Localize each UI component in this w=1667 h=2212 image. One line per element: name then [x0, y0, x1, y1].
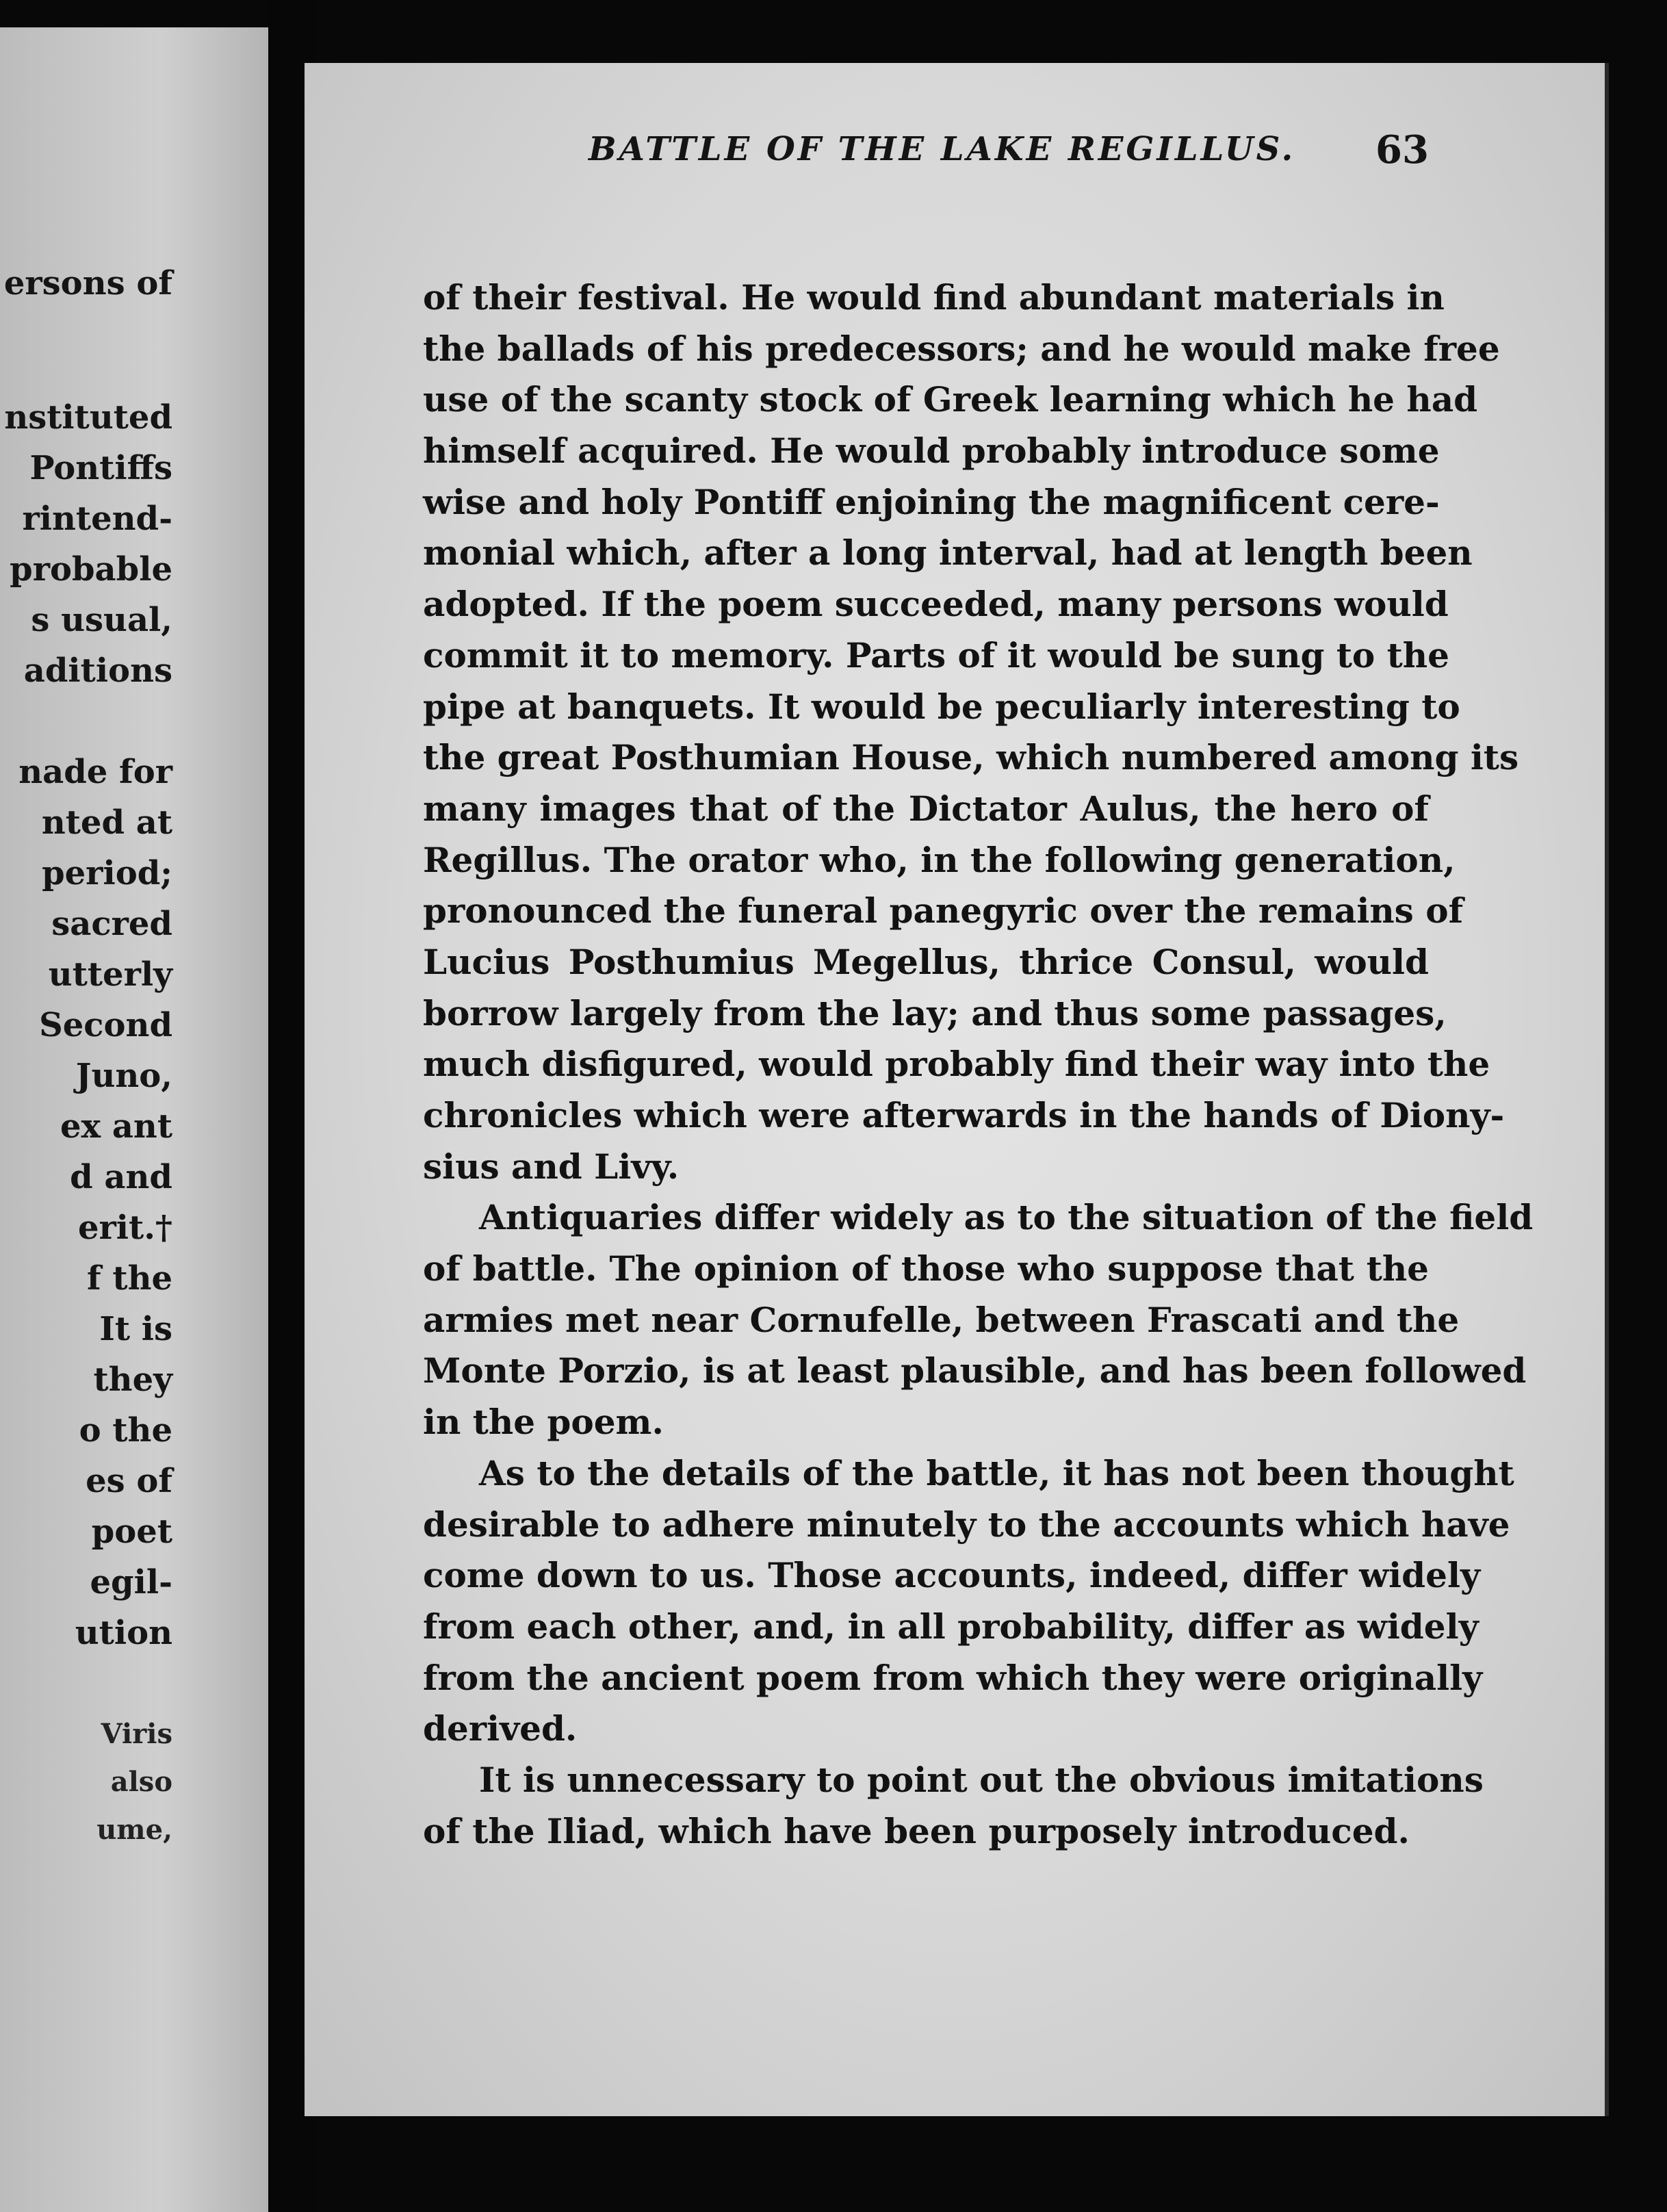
left-page-line: Second — [39, 1006, 172, 1044]
text-line: Regillus. The orator who, in the following generation, — [423, 839, 1456, 880]
text-line: from the ancient poem from which they were originally — [423, 1657, 1483, 1698]
text-line: wise and holy Pontiff enjoining the magnificent cere- — [423, 481, 1440, 522]
left-page-line: sacred — [51, 905, 172, 943]
text-line: the ballads of his predecessors; and he would make free — [423, 328, 1500, 369]
text-line: derived. — [423, 1708, 578, 1749]
text-line: As to the details of the battle, it has not been thought — [479, 1452, 1514, 1493]
left-page-line: Viris — [101, 1718, 172, 1750]
text-line: Lucius Posthumius Megellus, thrice Consul, would — [423, 941, 1429, 982]
text-line: from each other, and, in all probability, differ as widely — [423, 1606, 1479, 1647]
left-page-line: s usual, — [31, 601, 172, 639]
left-page-line: rintend- — [22, 500, 172, 538]
left-page-line: probable — [10, 550, 172, 589]
text-line: commit it to memory. Parts of it would be sung to the — [423, 634, 1449, 676]
text-line: pronounced the funeral panegyric over the remains of — [423, 890, 1464, 931]
left-page-line: also — [110, 1766, 172, 1798]
left-page-line: utterly — [48, 955, 172, 994]
left-page-line: nstituted — [4, 398, 172, 437]
text-line: armies met near Cornufelle, between Frascati and the — [423, 1299, 1460, 1340]
left-page-line: es of — [86, 1462, 172, 1500]
text-line: Monte Porzio, is at least plausible, and has been followed — [423, 1350, 1527, 1391]
text-line: himself acquired. He would probably introduce some — [423, 430, 1440, 472]
left-page-line: egil- — [90, 1563, 172, 1602]
left-page-line: It is — [99, 1310, 172, 1348]
left-page-fragment — [0, 27, 268, 2212]
left-page-line: d and — [70, 1158, 172, 1196]
text-line: Antiquaries differ widely as to the situation of the field — [479, 1197, 1534, 1238]
left-page-line: nade for — [18, 753, 172, 791]
text-line: borrow largely from the lay; and thus some passages, — [423, 992, 1447, 1033]
left-page-line: o the — [79, 1411, 172, 1450]
text-line: adopted. If the poem succeeded, many persons would — [423, 584, 1449, 625]
text-line: use of the scanty stock of Greek learning which he had — [423, 379, 1478, 420]
left-page-line: they — [93, 1361, 172, 1399]
text-line: the great Posthumian House, which numbered among its — [423, 737, 1519, 778]
left-page-line: erit.† — [77, 1209, 172, 1247]
text-line: of the Iliad, which have been purposely introduced. — [423, 1810, 1410, 1851]
left-page-line: f the — [87, 1259, 172, 1298]
left-page-line: ex ant — [60, 1107, 172, 1146]
page-body — [423, 272, 1534, 1857]
left-page-line: poet — [91, 1513, 172, 1551]
left-page-line: ution — [75, 1614, 172, 1652]
text-line: many images that of the Dictator Aulus, the hero of — [423, 788, 1429, 829]
left-page-line: period; — [42, 854, 172, 892]
left-page-line: Pontiffs — [29, 449, 172, 487]
text-line: of battle. The opinion of those who suppose that the — [423, 1248, 1429, 1289]
text-line: much disfigured, would probably find their way into the — [423, 1044, 1490, 1085]
text-line: of their festival. He would find abundant materials in — [423, 277, 1445, 318]
text-line: monial which, after a long interval, had at length been — [423, 532, 1473, 574]
page-number: 63 — [1375, 127, 1429, 172]
text-line: in the poem. — [423, 1402, 664, 1443]
text-line: sius and Livy. — [423, 1146, 680, 1187]
text-line: It is unnecessary to point out the obvious imitations — [479, 1759, 1484, 1800]
left-page-line: ume, — [96, 1814, 172, 1846]
running-head: BATTLE OF THE LAKE REGILLUS. — [589, 130, 1296, 168]
left-page-line: nted at — [41, 803, 172, 842]
text-line: come down to us. Those accounts, indeed, differ widely — [423, 1555, 1480, 1596]
left-page-line: aditions — [23, 652, 172, 690]
text-line: chronicles which were afterwards in the hands of Diony- — [423, 1095, 1505, 1135]
text-line: desirable to adhere minutely to the accounts which have — [423, 1504, 1510, 1545]
text-line: pipe at banquets. It would be peculiarly interesting to — [423, 686, 1460, 727]
left-page-line: ersons of — [3, 264, 172, 303]
left-page-line: Juno, — [75, 1057, 172, 1095]
